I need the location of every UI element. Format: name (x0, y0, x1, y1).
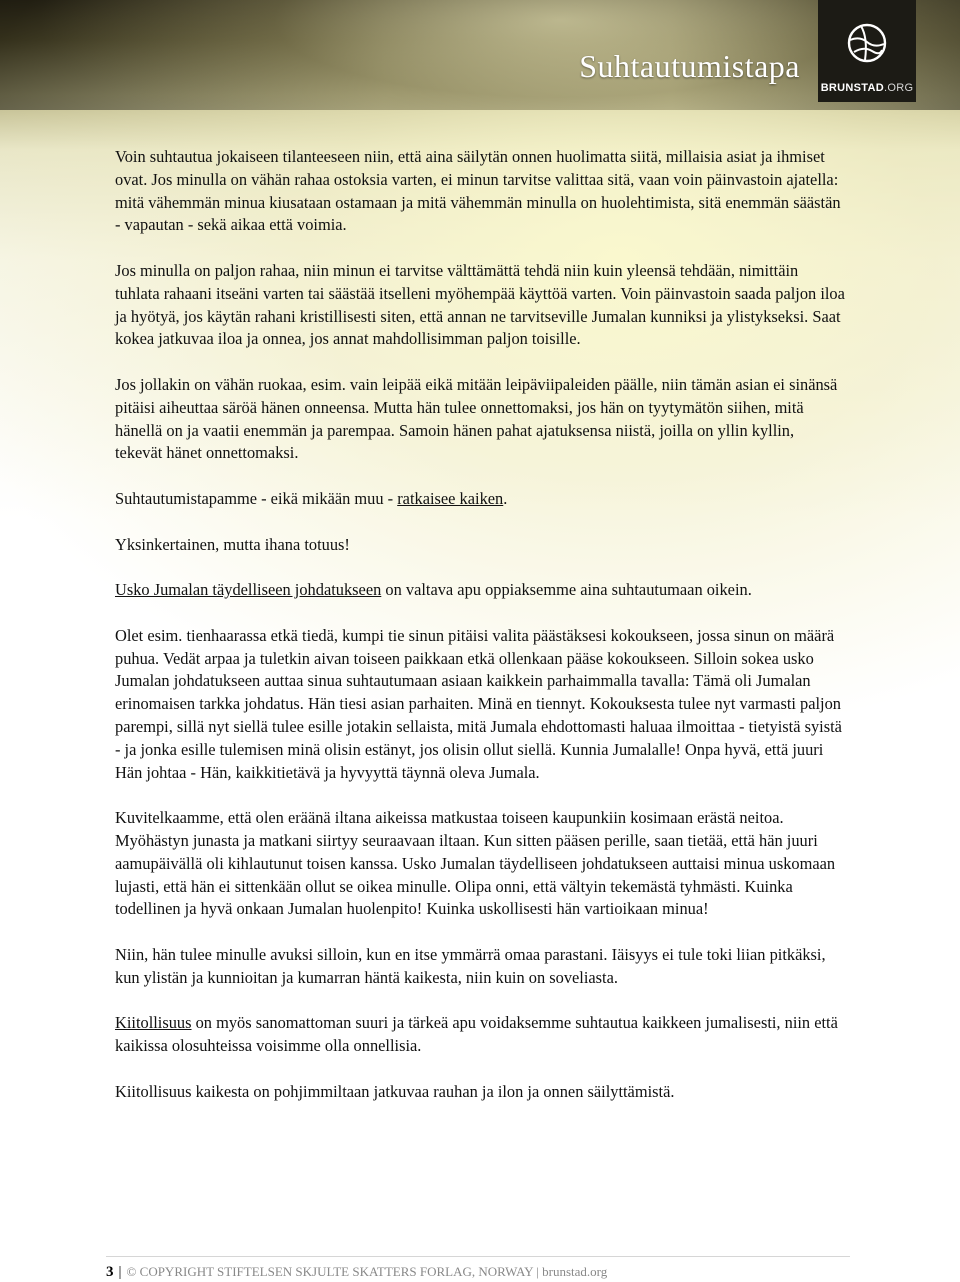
page-number: 3 (106, 1264, 114, 1280)
paragraph-text: Kiitollisuus kaikesta on pohjimmiltaan jatkuvaa rauhan ja ilon ja onnen säilyttämistä. (115, 1081, 675, 1101)
logo-wordmark (821, 82, 914, 94)
paragraph-text: . (503, 488, 508, 508)
link-kiitollisuus[interactable]: Kiitollisuus (115, 1013, 192, 1033)
paragraph (115, 374, 845, 465)
paragraph (115, 579, 845, 602)
link-ratkaisee-kaiken[interactable]: ratkaisee kaiken (397, 488, 504, 508)
paragraph (115, 1012, 845, 1058)
paragraph-text: Jos jollakin on vähän ruokaa, esim. vain leipää eikä mitään leipäviipaleiden päälle, niin tämän asian ei sinänsä pitäisi aiheuttaa säröä hänen onneensa. Mutta hän tulee onnettomaksi, jos hän on tyytymätön siihen, mitä hänellä on ja vaatii enemmän ja parempaa. Samoin hänen pahat ajatuksensa niistä, joilla on yllin kyllin, tekevät hänet onnettomaksi. (115, 374, 838, 463)
paragraph (115, 625, 845, 785)
paragraph (115, 260, 845, 351)
paragraph-text: on myös sanomattoman suuri ja tärkeä apu voidaksemme suhtautua kaikkeen jumalisesti, niin että kaikissa olosuhteissa voisimme olla onnellisia. (115, 1013, 838, 1056)
paragraph-text: Kuvitelkaamme, että olen eräänä iltana aikeissa matkustaa toiseen kaupunkiin kosimaan erästä neitoa. Myöhästyn junasta ja matkani siirtyy seuraavaan iltaan. Kun sitten pääsen perille, saan tietää, että hän juuri aamupäivällä oli kihlautunut toisen kanssa. Usko Jumalan täydelliseen johdatukseen auttaisi minua uskomaan lujasti, että hän ei sittenkään ollut se oikea minulle. Olipa onni, että vältyin tekemästä tyhmästi. Kuinka todellinen ja hyvä onkaan Jumalan huolenpito! Kuinka uskollisesti hän vartioikaan minua! (115, 808, 836, 919)
paragraph (115, 146, 845, 237)
paragraph (115, 488, 845, 511)
page-footer (106, 1256, 850, 1281)
paragraph-text: Jos minulla on paljon rahaa, niin minun ei tarvitse välttämättä tehdä niin kuin yleensä tehdään, nimittäin tuhlata rahaani itseäni varten tai säästää itselleni myöhempää käyttöä varten. Voin päinvastoin saada paljon iloa ja hyötyä, jos käytän rahani kristillisesti siten, että annan ne tarvitseville Jumalan kunniksi ja ylistykseksi. Saat kokea jatkuvaa iloa ja onnea, jos annat mahdollisimman paljon toisille. (115, 260, 845, 349)
paragraph (115, 944, 845, 990)
paragraph-text: Olet esim. tienhaarassa etkä tiedä, kumpi tie sinun pitäisi valita päästäksesi kokoukseen, jossa sinun on määrä puhua. Vedät arpaa ja tuletkin aivan toiseen paikkaan etkä ollenkaan pääse kokoukseen. Silloin sokea usko Jumalan johdatukseen auttaa sinua suhtautumaan asiaan kaikkein parhaimmalla tavalla: Tämä oli Jumalan erinomaisen tarkka johdatus. Hän tiesi asian parhaiten. Minä en tiennyt. Kokouksesta tulee nyt varmasti paljon parempi, sillä nyt siellä tulee esille jotakin sellaista, mitä Jumala ehdottomasti haluaa ilmoittaa - tietyistä syistä - ja jonka esille tulemisen minä olisin estänyt, jos olisin ollut siellä. Kunnia Jumalalle! Onpa hyvä, että juuri Hän johtaa - Hän, kaikkitietävä ja hyvyyttä täynnä oleva Jumala. (115, 625, 842, 782)
body-text (115, 146, 845, 1126)
logo-text: BRUNSTAD (820, 82, 884, 94)
paragraph-text: Yksinkertainen, mutta ihana totuus! (115, 534, 350, 554)
footer-separator: | (118, 1264, 122, 1280)
logo-suffix: .ORG (884, 82, 914, 94)
globe-icon (846, 22, 888, 64)
page-title: Suhtautumistapa (579, 48, 800, 84)
paragraph (115, 807, 845, 921)
paragraph (115, 534, 845, 557)
brunstad-logo[interactable] (818, 0, 916, 102)
link-usko-johdatukseen[interactable]: Usko Jumalan täydelliseen johdatukseen (115, 580, 382, 600)
paragraph-text: Niin, hän tulee minulle avuksi silloin, kun en itse ymmärrä omaa parastani. Iäisyys ei tule toki liian pitkäksi, kun ylistän ja kunnioitan ja kumarran häntä kaikesta, niin kuin on soveliasta. (115, 944, 826, 987)
paragraph-text: Suhtautumistapamme - eikä mikään muu - (115, 488, 398, 508)
copyright-text: © COPYRIGHT STIFTELSEN SKJULTE SKATTERS FORLAG, NORWAY | brunstad.org (126, 1264, 608, 1279)
paragraph (115, 1081, 845, 1104)
page-header (0, 0, 960, 110)
paragraph-text: on valtava apu oppiaksemme aina suhtautumaan oikein. (381, 580, 752, 600)
paragraph-text: Voin suhtautua jokaiseen tilanteeseen niin, että aina säilytän onnen huolimatta siitä, millaisia asiat ja ihmiset ovat. Jos minulla on vähän rahaa ostoksia varten, ei minun tarvitse valittaa sitä, vaan voin päinvastoin ajatella: mitä vähemmän minua kiusataan ostamaan ja mitä vähemmän minulla on huolehtimista, sitä enemmän säästän - vapautan - sekä aikaa että voimia. (115, 147, 841, 235)
